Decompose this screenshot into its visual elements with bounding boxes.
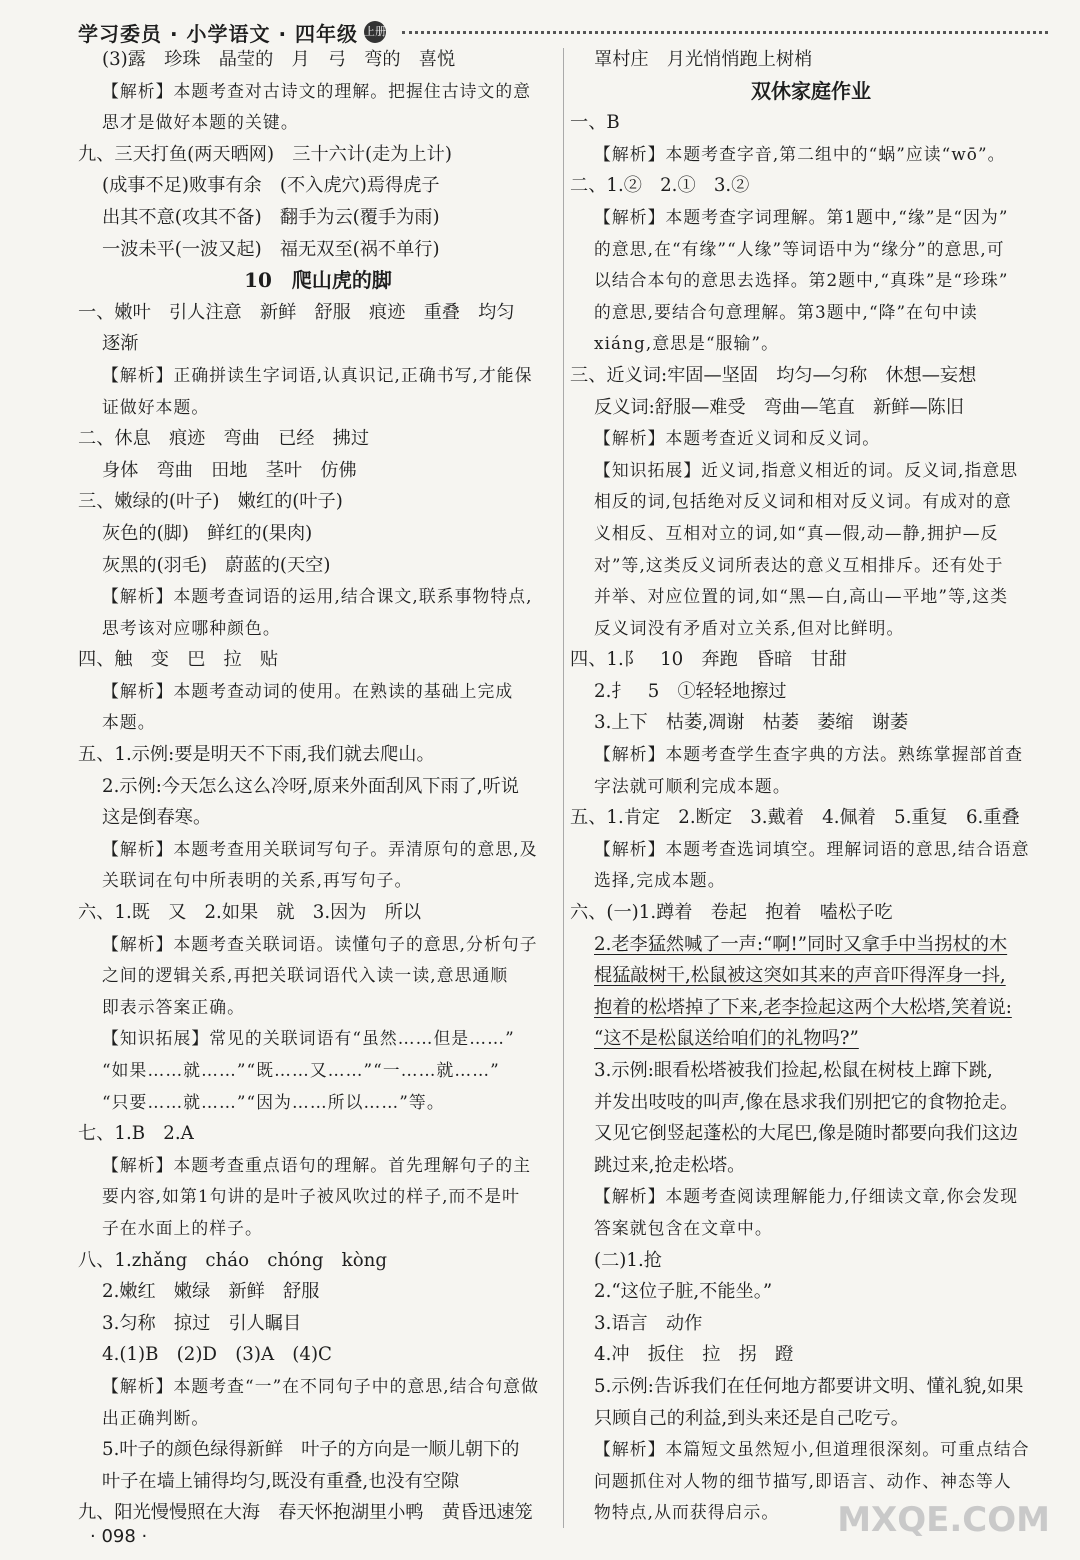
answer-line: 抱着的松塔掉了下来,老李捡起这两个大松塔,笑着说: <box>594 996 1012 1018</box>
answer-line: 2.嫩红 嫩绿 新鲜 舒服 <box>102 1281 320 1303</box>
answer-line: 五、1.示例:要是明天不下雨,我们就去爬山。 <box>78 744 435 766</box>
analysis-line: “如果……就……”“既……又……”“一……就……” <box>102 1060 500 1080</box>
page-number: · 098 · <box>90 1526 148 1547</box>
analysis-line: 选择,完成本题。 <box>594 870 726 891</box>
answer-line: (成事不足)败事有余 (不入虎穴)焉得虎子 <box>102 175 440 197</box>
answer-line: 一、嫩叶 引人注意 新鲜 舒服 痕迹 重叠 均匀 <box>78 301 515 323</box>
answer-line: 逐渐 <box>102 333 139 355</box>
answer-line: 二、1.② 2.① 3.② <box>570 175 750 197</box>
analysis-line: 关联词在句中所表明的关系,再写句子。 <box>102 870 413 891</box>
answer-line: 四、1.阝 10 奔跑 昏暗 甘甜 <box>570 649 847 671</box>
analysis-line: 思才是做好本题的关键。 <box>102 112 299 133</box>
analysis-line: 相反的词,包括绝对反义词和相对反义词。有成对的意 <box>594 491 1012 512</box>
answer-line: 4.冲 扳住 拉 拐 蹬 <box>594 1344 794 1366</box>
right-column <box>570 44 1052 1529</box>
analysis-line: xiáng,意思是“服输”。 <box>594 333 779 354</box>
answer-line: 5.示例:告诉我们在任何地方都要讲文明、懂礼貌,如果 <box>594 1375 1024 1397</box>
analysis-line: 【解析】本题考查动词的使用。在熟读的基础上完成 <box>102 680 514 701</box>
header-dotted-rule <box>402 31 1048 34</box>
answer-line: 四、触 变 巴 拉 贴 <box>78 649 279 671</box>
left-column <box>78 44 558 1529</box>
answer-line: 2.“这位子脏,不能坐。” <box>594 1281 773 1303</box>
analysis-line: 思考该对应哪种颜色。 <box>102 617 281 638</box>
analysis-line: 【解析】本题考查阅读理解能力,仔细读文章,你会发现 <box>594 1186 1019 1207</box>
answer-line: 并发出吱吱的叫声,像在恳求我们别把它的食物抢走。 <box>594 1091 1019 1113</box>
analysis-line: 【知识拓展】近义词,指意义相近的词。反义词,指意思 <box>594 459 1019 480</box>
analysis-line: 要内容,如第1句讲的是叶子被风吹过的样子,而不是叶 <box>102 1186 521 1207</box>
book-title: 学习委员 · 小学语文 · 四年级 <box>78 21 359 46</box>
analysis-line: 义相反、互相对立的词,如“真—假,动—静,拥护—反 <box>594 522 999 543</box>
analysis-line: 【解析】本题考查字词理解。第1题中,“缘”是“因为” <box>594 206 1009 227</box>
analysis-line: 即表示答案正确。 <box>102 996 246 1017</box>
answer-line: 叶子在墙上铺得均匀,既没有重叠,也没有空隙 <box>102 1470 460 1492</box>
answer-line: 八、1.zhǎng cháo chóng kòng <box>78 1249 388 1271</box>
answer-line: 九、阳光慢慢照在大海 春天怀抱湖里小鸭 黄昏迅速笼 <box>78 1502 533 1524</box>
answer-line: 3.语言 动作 <box>594 1312 703 1334</box>
answer-line: 七、1.B 2.A <box>78 1123 194 1145</box>
analysis-line: 出正确判断。 <box>102 1407 210 1428</box>
analysis-line: 【知识拓展】常见的关联词语有“虽然……但是……” <box>102 1028 515 1049</box>
answer-line: 三、嫩绿的(叶子) 嫩红的(叶子) <box>78 491 343 513</box>
analysis-line: 物特点,从而获得启示。 <box>594 1502 780 1523</box>
section-title: 双休家庭作业 <box>751 78 871 103</box>
analysis-line: 子在水面上的样子。 <box>102 1217 263 1238</box>
answer-line: 棍猛敲树干,松鼠被这突如其来的声音吓得浑身一抖, <box>594 965 1006 987</box>
analysis-line: 【解析】本题考查词语的运用,结合课文,联系事物特点, <box>102 586 533 607</box>
analysis-line: 本题。 <box>102 712 156 733</box>
answer-line: 灰色的(脚) 鲜红的(果肉) <box>102 522 313 544</box>
answer-line: 3.匀称 掠过 引人瞩目 <box>102 1312 302 1334</box>
analysis-line: 【解析】本题考查近义词和反义词。 <box>594 428 881 449</box>
answer-line: 九、三天打鱼(两天晒网) 三十六计(走为上计) <box>78 143 452 165</box>
answer-line: “这不是松鼠送给咱们的礼物吗?” <box>594 1028 859 1050</box>
analysis-line: 并举、对应位置的词,如“黑—白,高山—平地”等,这类 <box>594 586 1009 607</box>
answer-line: 六、1.既 又 2.如果 就 3.因为 所以 <box>78 902 422 924</box>
analysis-line: 之间的逻辑关系,再把关联词语代入读一读,意思通顺 <box>102 965 509 986</box>
answer-line: 罩村庄 月光悄悄跑上树梢 <box>594 49 813 70</box>
answer-line: 五、1.肯定 2.断定 3.戴着 4.佩着 5.重复 6.重叠 <box>570 807 1020 829</box>
analysis-line: 的意思,要结合句意理解。第3题中,“降”在句中读 <box>594 301 978 322</box>
answer-line: 灰黑的(羽毛) 蔚蓝的(天空) <box>102 554 331 576</box>
answer-line: 出其不意(攻其不备) 翻手为云(覆手为雨) <box>102 206 440 228</box>
analysis-line: 【解析】本题考查关联词语。读懂句子的意思,分析句子 <box>102 933 538 954</box>
answer-line: 2.示例:今天怎么这么冷呀,原来外面刮风下雨了,听说 <box>102 775 519 797</box>
answer-line: 3.上下 枯萎,凋谢 枯萎 萎缩 谢萎 <box>594 712 909 734</box>
section-title: 10 爬山虎的脚 <box>244 268 392 293</box>
analysis-line: 以结合本句的意思去选择。第2题中,“真珠”是“珍珠” <box>594 270 1009 291</box>
analysis-line: 问题抓住对人物的细节描写,即语言、动作、神态等人 <box>594 1470 1012 1491</box>
answer-line: 2.扌 5 ①轻轻地擦过 <box>594 680 787 702</box>
analysis-line: 【解析】本题考查用关联词写句子。弄清原句的意思,及 <box>102 838 538 859</box>
analysis-line: 【解析】本题考查字音,第二组中的“蜗”应读“wō”。 <box>594 143 1006 164</box>
volume-badge: 上册 <box>364 21 386 43</box>
answer-line: 5.叶子的颜色绿得新鲜 叶子的方向是一顺儿朝下的 <box>102 1439 520 1461</box>
answer-line: 3.示例:眼看松塔被我们捡起,松鼠在树枝上蹿下跳, <box>594 1060 993 1081</box>
answer-line: 这是倒春寒。 <box>102 807 212 829</box>
analysis-line: 【解析】本题考查“一”在不同句子中的意思,结合句意做 <box>102 1375 540 1396</box>
answer-line: 身体 弯曲 田地 茎叶 仿佛 <box>102 459 357 481</box>
analysis-line: 的意思,在“有缘”“人缘”等词语中为“缘分”的意思,可 <box>594 238 1005 259</box>
analysis-line: 对”等,这类反义词所表达的意义互相排斥。还有处于 <box>594 554 1004 575</box>
analysis-line: 【解析】本题考查学生查字典的方法。熟练掌握部首查 <box>594 744 1024 765</box>
answer-line: (二)1.抢 <box>594 1249 662 1271</box>
column-divider <box>563 48 564 1528</box>
answer-line: 六、(一)1.蹲着 卷起 抱着 嗑松子吃 <box>570 902 893 924</box>
answer-line: 只顾自己的利益,到头来还是自己吃亏。 <box>594 1407 909 1429</box>
answer-line: 反义词:舒服—难受 弯曲—笔直 新鲜—陈旧 <box>594 396 964 418</box>
analysis-line: 【解析】本题考查选词填空。理解词语的意思,结合语意 <box>594 838 1030 859</box>
analysis-line: 【解析】本篇短文虽然短小,但道理很深刻。可重点结合 <box>594 1439 1030 1460</box>
answer-line: 二、休息 痕迹 弯曲 已经 拂过 <box>78 428 370 450</box>
analysis-line: “只要……就……”“因为……所以……”等。 <box>102 1091 445 1112</box>
answer-line: 一、B <box>570 112 620 134</box>
analysis-line: 【解析】本题考查对古诗文的理解。把握住古诗文的意 <box>102 80 532 101</box>
answer-line: (3)露 珍珠 晶莹的 月 弓 弯的 喜悦 <box>102 49 456 70</box>
answer-line: 跳过来,抢走松塔。 <box>594 1154 746 1176</box>
analysis-line: 证做好本题。 <box>102 396 210 417</box>
analysis-line: 【解析】正确拼读生字词语,认真识记,正确书写,才能保 <box>102 364 533 385</box>
site-watermark: MXQE.COM <box>837 1500 1050 1540</box>
analysis-line: 字法就可顺利完成本题。 <box>594 775 791 796</box>
answer-line: 一波未平(一波又起) 福无双至(祸不单行) <box>102 238 440 260</box>
answer-line: 三、近义词:牢固—坚固 均匀—匀称 休想—妄想 <box>570 364 977 386</box>
answer-line: 4.(1)B (2)D (3)A (4)C <box>102 1344 332 1366</box>
answer-line: 又见它倒竖起蓬松的大尾巴,像是随时都要向我们这边 <box>594 1123 1019 1145</box>
answer-line: 2.老李猛然喊了一声:“啊!”同时又拿手中当拐杖的木 <box>594 933 1008 955</box>
analysis-line: 【解析】本题考查重点语句的理解。首先理解句子的主 <box>102 1154 532 1175</box>
analysis-line: 反义词没有矛盾对立关系,但对比鲜明。 <box>594 617 905 638</box>
analysis-line: 答案就包含在文章中。 <box>594 1217 773 1238</box>
